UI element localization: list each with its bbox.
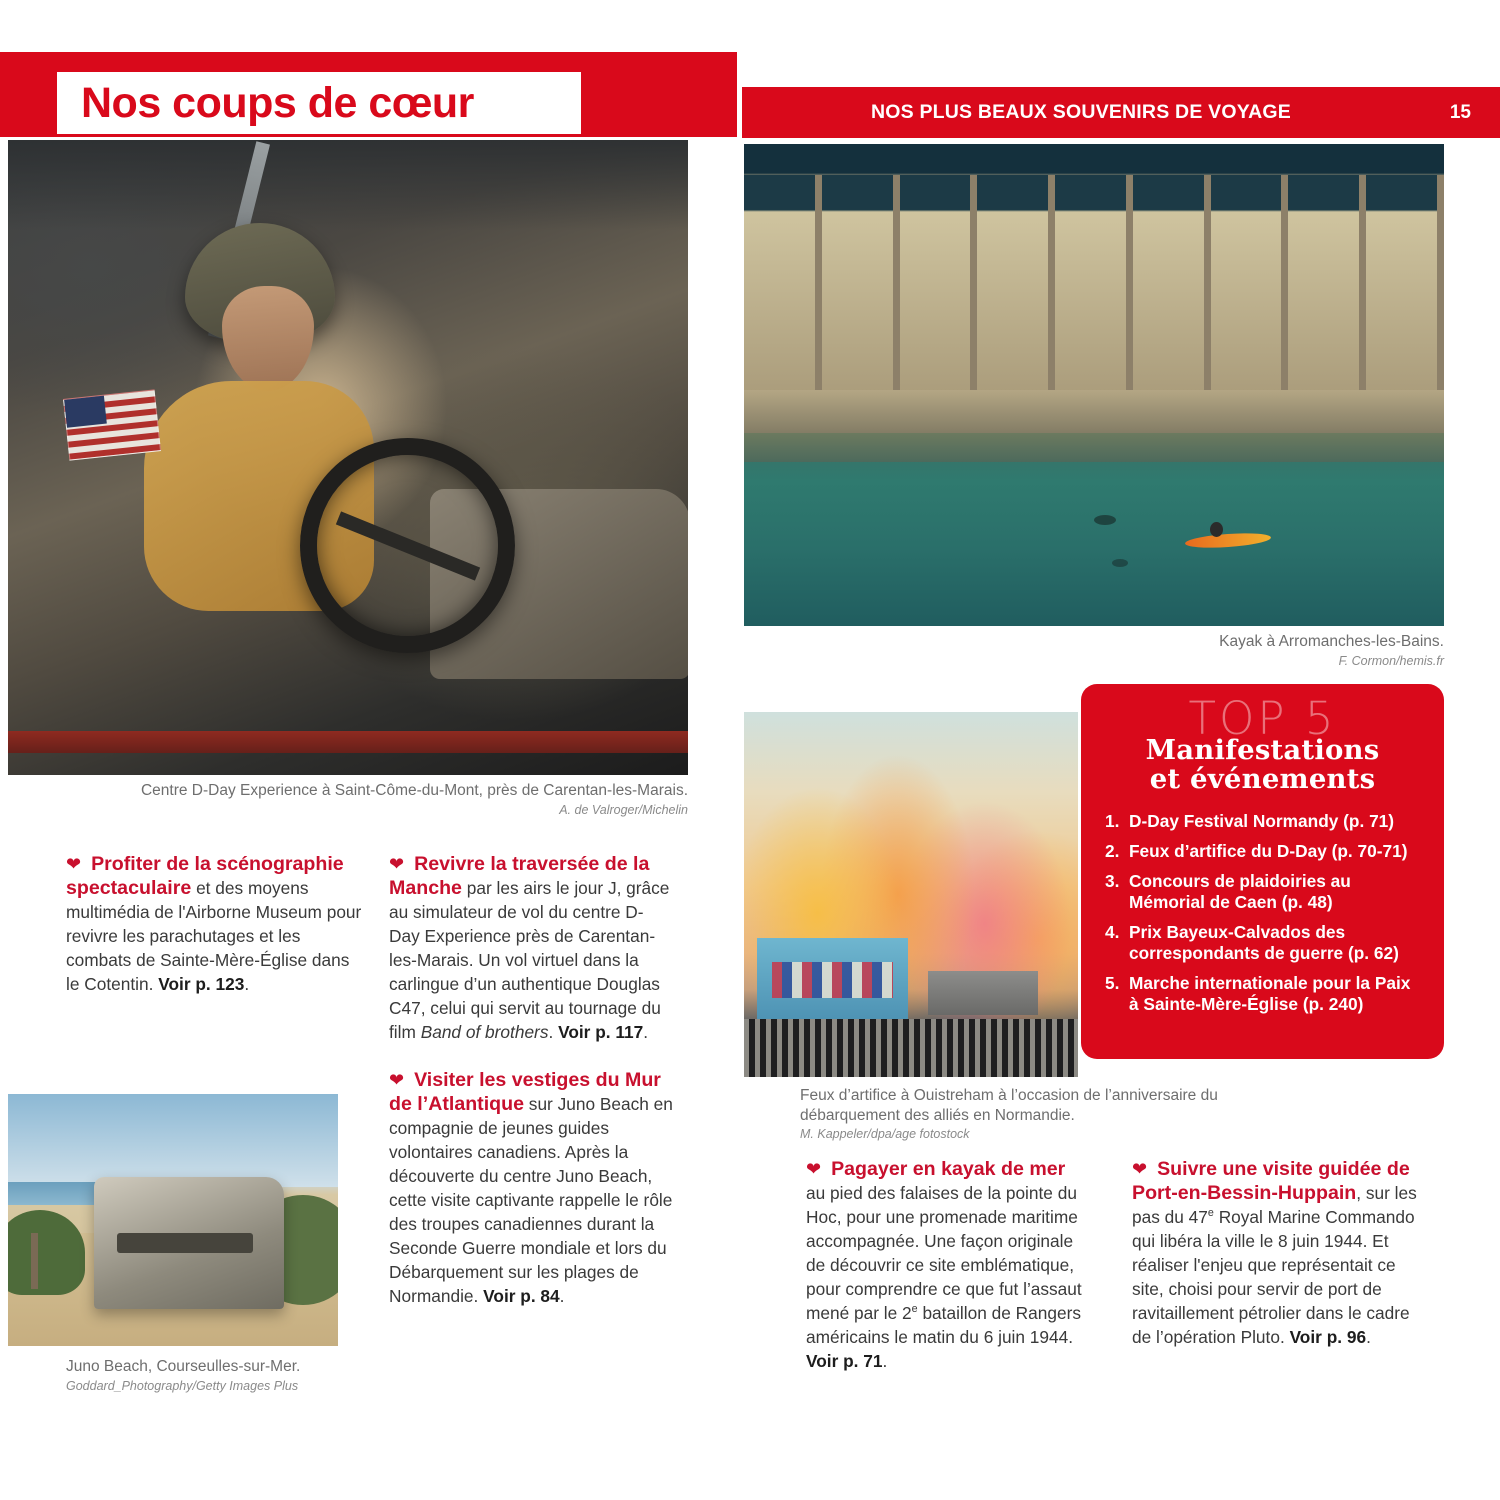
mulberry-harbour-caissons — [744, 175, 1444, 392]
heart-icon: ❤ — [389, 1070, 406, 1090]
entry-body-5-end: . — [1366, 1326, 1371, 1347]
atlantic-wall-bunker — [94, 1177, 284, 1309]
entry-see-2: Voir p. 117 — [558, 1021, 644, 1042]
kayak-boat — [1185, 531, 1272, 550]
caisson-cell — [900, 175, 978, 392]
coup-de-coeur-entry-5 — [1132, 1157, 1432, 1350]
entry-ordinal-4: e — [911, 1302, 918, 1315]
top5-label: TOP 5 — [1188, 692, 1337, 745]
top5-item-text: Marche internationale pour la Paix à Sainte-Mère-Église (p. 240) — [1129, 973, 1411, 1015]
coup-de-coeur-entry-2 — [389, 852, 674, 1045]
top5-item-number: 4. — [1105, 922, 1120, 943]
top5-item-text: Feux d’artifice du D-Day (p. 70-71) — [1129, 840, 1408, 861]
caisson-cell — [1133, 175, 1211, 392]
entry-body-4-mid: bataillon de Rangers américains le matin du 6 juin 1944. — [806, 1302, 1081, 1347]
caisson-cell — [977, 175, 1055, 392]
caisson-cell — [1288, 175, 1366, 392]
caisson-cell — [1055, 175, 1133, 392]
caption-kayak — [744, 632, 1444, 669]
entry-lead-4: Pagayer en kayak de mer — [831, 1158, 1066, 1180]
sky — [8, 1094, 338, 1187]
swimmer — [1094, 515, 1116, 525]
photo-credit: M. Kappeler/dpa/age fotostock — [800, 1127, 970, 1142]
caption-text: Feux d’artifice à Ouistreham à l’occasion de l’anniversaire du débarquement des alliés en Normandie. — [800, 1087, 1218, 1124]
entry-body-5: , sur les pas du 47 — [1132, 1182, 1417, 1227]
entry-body-1: et des moyens multimédia de l'Airborne Museum pour revivre les parachutages et les combats de Sainte-Mère-Église dans le Cotentin. — [66, 877, 362, 994]
concrete-base — [744, 390, 1444, 438]
coup-de-coeur-entry-3 — [389, 1068, 674, 1309]
page-title: Nos coups de cœur — [81, 78, 474, 127]
beach-post — [31, 1233, 38, 1289]
top5-item-text: D-Day Festival Normandy (p. 71) — [1129, 810, 1395, 831]
photo-credit: Goddard_Photography/Getty Images Plus — [66, 1378, 299, 1393]
us-flag-patch — [63, 389, 161, 460]
left-page — [0, 0, 737, 1500]
heart-icon: ❤ — [66, 854, 83, 874]
caisson-cell — [1211, 175, 1289, 392]
steering-wheel — [300, 438, 515, 653]
caption-text: Kayak à Arromanches-les-Bains. — [1219, 633, 1444, 650]
swimmer — [1112, 559, 1128, 567]
caption-juno-beach — [66, 1357, 396, 1394]
entry-body-1-end: . — [244, 973, 250, 994]
photo-kayak-arromanches — [744, 144, 1444, 626]
photo-dday-experience — [8, 140, 688, 775]
giant-screen — [757, 938, 907, 1018]
caisson-cell — [822, 175, 900, 392]
entry-body-3-end: . — [559, 1285, 565, 1306]
soldier-face — [222, 286, 314, 391]
heart-icon: ❤ — [389, 854, 406, 874]
red-floor-bar — [8, 731, 688, 753]
entry-body-2-end: . — [643, 1021, 649, 1042]
top5-item — [1105, 811, 1424, 832]
top5-item-text: Concours de plaidoiries au Mémorial de Caen (p. 48) — [1129, 870, 1351, 913]
caisson-cell — [744, 175, 822, 392]
entry-body-3: sur Juno Beach en compagnie de jeunes guides volontaires canadiens. Après la découverte du centre Juno Beach, cette visite captivante rappelle le rôle des troupes canadiennes durant la Seconde Guerre mondiale et lors du Débarquement sur les plages de Normandie. — [389, 1093, 673, 1306]
photo-fireworks-ouistreham — [744, 712, 1078, 1077]
top5-item-number: 1. — [1105, 810, 1120, 831]
top5-box — [1081, 684, 1444, 1059]
top5-list — [1105, 811, 1424, 1016]
top5-item-text: Prix Bayeux-Calvados des correspondants de guerre (p. 62) — [1129, 922, 1399, 964]
crowd — [744, 1019, 1078, 1077]
top5-title — [1101, 733, 1424, 796]
heart-icon: ❤ — [1132, 1159, 1149, 1179]
caisson-cell — [1366, 175, 1444, 392]
grass-left — [8, 1210, 85, 1295]
top5-item-number: 3. — [1105, 870, 1120, 891]
top5-item — [1105, 973, 1424, 1015]
entry-film-title-2: Band of brothers — [420, 1021, 549, 1042]
entry-body-4-end: . — [882, 1350, 888, 1371]
heart-icon: ❤ — [806, 1159, 823, 1179]
photo-juno-beach — [8, 1094, 338, 1346]
entry-see-3: Voir p. 84 — [483, 1285, 560, 1306]
top5-title-line1: Manifestations — [1145, 733, 1380, 766]
coup-de-coeur-entry-1 — [66, 852, 366, 997]
photo-credit: F. Cormon/hemis.fr — [1338, 653, 1444, 668]
entry-see-5: Voir p. 96 — [1289, 1326, 1367, 1347]
entry-lead-3: Visiter les vestiges du Mur de l’Atlantique — [389, 1069, 661, 1115]
caption-fireworks — [800, 1086, 1240, 1143]
kayak-paddler — [1210, 522, 1223, 537]
entry-see-1: Voir p. 123 — [158, 973, 245, 994]
entry-body-2-mid: . — [548, 1021, 559, 1042]
running-header-title: NOS PLUS BEAUX SOUVENIRS DE VOYAGE — [870, 101, 1291, 123]
caption-text: Juno Beach, Courseulles-sur-Mer. — [66, 1358, 301, 1375]
entry-lead-1: Profiter de la scénographie spectaculaire — [66, 853, 344, 899]
top5-item-number: 5. — [1105, 973, 1120, 994]
photo-credit: A. de Valroger/Michelin — [559, 802, 688, 817]
entry-body-5-mid: Royal Marine Commando qui libéra la ville le 8 juin 1944. Et réaliser l'enjeu que représentait ce site, choisi pour servir de port de ravitaillement pétrolier dans le cadre de l’opération Pluto. — [1132, 1206, 1415, 1347]
top5-item — [1105, 871, 1424, 913]
page-title-box — [57, 72, 581, 134]
entry-ordinal-5: e — [1207, 1207, 1214, 1220]
entry-body-4: au pied des falaises de la pointe du Hoc, pour une promenade maritime accompagnée. Une façon originale de découvrir ce site emblématique, pour comprendre ce que fut l’assaut mené par le 2 — [806, 1182, 1082, 1323]
top5-item-number: 2. — [1105, 840, 1120, 861]
top5-item — [1105, 922, 1424, 964]
seaweed-shoreline — [744, 433, 1444, 462]
top5-title-line2: et événements — [1149, 763, 1376, 796]
entry-lead-5: Suivre une visite guidée de Port-en-Bessin-Huppain — [1132, 1158, 1410, 1204]
entry-body-2: par les airs le jour J, grâce au simulateur de vol du centre D-Day Experience près de Carentan-les-Marais. Un vol virtuel dans la carlingue d’un authentique Douglas C47, celui qui servit au tournage du film — [389, 877, 670, 1042]
caption-dday-experience — [8, 781, 688, 818]
entry-lead-2: Revivre la traversée de la Manche — [389, 853, 650, 899]
glider-ceiling — [8, 140, 688, 230]
stage-structure — [928, 971, 1038, 1015]
page-number: 15 — [1449, 101, 1471, 123]
top5-item — [1105, 841, 1424, 862]
entry-see-4: Voir p. 71 — [806, 1350, 883, 1371]
running-header — [742, 87, 1500, 138]
coup-de-coeur-entry-4 — [806, 1157, 1089, 1374]
caption-text: Centre D-Day Experience à Saint-Côme-du-Mont, près de Carentan-les-Marais. — [140, 782, 688, 799]
